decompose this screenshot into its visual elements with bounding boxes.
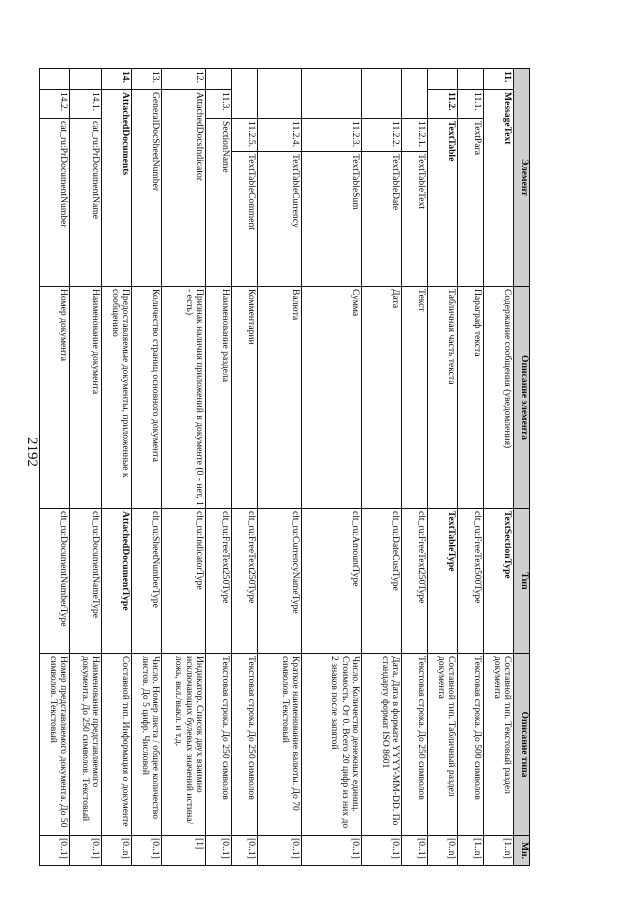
multiplicity: [0..1]: [362, 836, 402, 866]
table-row: [206, 69, 232, 866]
indent-cell: [232, 69, 258, 119]
element-description: Сумма: [302, 287, 362, 509]
multiplicity: [0..n]: [102, 836, 132, 866]
table-row: [102, 69, 132, 866]
element-name: MessageText: [484, 90, 514, 287]
type-description: Текстовая строка. До 250 символов: [232, 654, 258, 836]
row-number: 11.: [484, 69, 514, 90]
row-number: 11.2.4.: [258, 119, 302, 152]
element-name: AttachedDocuments: [102, 90, 132, 287]
table-row: [484, 69, 514, 866]
table-row: [402, 69, 428, 866]
header-element: Элемент: [514, 69, 530, 287]
element-name: TextTableSum: [302, 152, 362, 287]
type-name: TextTableType: [428, 509, 458, 654]
element-name: GeneralDocSheetNumber: [132, 90, 162, 287]
table-row: [162, 69, 206, 866]
indent-cell: [70, 69, 102, 90]
row-number: 11.2.3.: [302, 119, 362, 152]
element-description: Табличная часть текста: [428, 287, 458, 509]
element-name: TextTableCurrency: [258, 152, 302, 287]
type-name: clt_ru:AmountType: [302, 509, 362, 654]
type-name: clt_ru:DocumentNumberType: [40, 509, 70, 654]
element-description: Количество страниц основного документа: [132, 287, 162, 509]
element-name: cat_ru:PrDocumentName: [70, 119, 102, 287]
type-description: Индикатор. Список двух взаимно исключающих булевых значений истина/ложь, вкл./выкл. и т.д.: [162, 654, 206, 836]
row-number: 14.1.: [70, 90, 102, 119]
type-name: clt_ru:CurrencyNameType: [258, 509, 302, 654]
element-description: Дата: [362, 287, 402, 509]
table-row: [70, 69, 102, 866]
table-row: [40, 69, 70, 866]
type-description: Наименование представляемого документа. До 250 символов. Текстовый: [70, 654, 102, 836]
indent-cell: [40, 69, 70, 90]
type-description: Число. Номер листа / общее количество листов. До 5 цифр. Числовой: [132, 654, 162, 836]
table-row: [428, 69, 458, 866]
multiplicity: [0..1]: [258, 836, 302, 866]
type-name: AttachedDocumentType: [102, 509, 132, 654]
indent-cell: [258, 69, 302, 119]
multiplicity: [0..1]: [70, 836, 102, 866]
element-description: Параграф текста: [458, 287, 484, 509]
element-name: cat_ru:PrDocumentNumber: [40, 119, 70, 287]
element-description: Наименование документа: [70, 287, 102, 509]
element-description: Предоставляемые документы, приложенные к сообщению: [102, 287, 132, 509]
element-description: Текст: [402, 287, 428, 509]
type-description: Номер представляемого документа. До 50 символов. Текстовый: [40, 654, 70, 836]
multiplicity: [0..1]: [132, 836, 162, 866]
element-name: TextPara: [458, 119, 484, 287]
element-name: TextTableComment: [232, 152, 258, 287]
multiplicity: [1..n]: [458, 836, 484, 866]
multiplicity: [1..n]: [484, 836, 514, 866]
element-description: Номер документа: [40, 287, 70, 509]
row-number: 11.2.5.: [232, 119, 258, 152]
multiplicity: [0..1]: [302, 836, 362, 866]
multiplicity: [0..n]: [428, 836, 458, 866]
indent-cell: [402, 69, 428, 119]
type-name: TextSectionType: [484, 509, 514, 654]
type-name: clt_ru:FreeText250Type: [206, 509, 232, 654]
element-name: AttachedDocsIndicator: [162, 90, 206, 287]
type-name: clt_ru:DateCustType: [362, 509, 402, 654]
row-number: 11.3.: [206, 90, 232, 119]
element-description: Признак наличия приложений в документе (0 - нет, 1 - есть): [162, 287, 206, 509]
header-type-description: Описание типа: [514, 654, 530, 836]
table-header-row: [514, 69, 530, 866]
table-row: [362, 69, 402, 866]
row-number: 11.2.1.: [402, 119, 428, 152]
type-description: Составной тип. Табличный раздел документа: [428, 654, 458, 836]
row-number: 12.: [162, 69, 206, 90]
page-number: 2192: [24, 437, 40, 467]
multiplicity: [0..1]: [40, 836, 70, 866]
indent-cell: [362, 69, 402, 119]
element-name: SectionName: [206, 119, 232, 287]
indent-cell: [206, 69, 232, 90]
spec-table: [39, 68, 530, 866]
element-name: TextTableDate: [362, 152, 402, 287]
type-description: Текстовая строка. До 500 символов: [458, 654, 484, 836]
indent-cell: [302, 69, 362, 119]
multiplicity: [0..1]: [206, 836, 232, 866]
row-number: 11.1.: [458, 90, 484, 119]
row-number: 13.: [132, 69, 162, 90]
type-name: clt_ru:FreeText500Type: [458, 509, 484, 654]
table-row: [132, 69, 162, 866]
type-name: clt_ru:DocumentNameType: [70, 509, 102, 654]
header-type: Тип: [514, 509, 530, 654]
multiplicity: [1]: [162, 836, 206, 866]
type-description: Текстовая строка. До 250 символов: [206, 654, 232, 836]
table-row: [458, 69, 484, 866]
row-number: 11.2.: [428, 90, 458, 119]
element-name: TextTable: [428, 119, 458, 287]
table-row: [258, 69, 302, 866]
row-number: 11.2.2.: [362, 119, 402, 152]
type-description: Составной тип. Текстовый раздел документа: [484, 654, 514, 836]
type-description: Краткое наименование валюты. До 70 символов. Текстовый: [258, 654, 302, 836]
table-row: [232, 69, 258, 866]
type-description: Число. Количество денежных единиц. Стоимость. От 0. Всего 20 цифр из них до 2 знаков после запятой: [302, 654, 362, 836]
row-number: 14.: [102, 69, 132, 90]
type-name: clt_ru:SheetNumberType: [132, 509, 162, 654]
indent-cell: [428, 69, 458, 90]
type-name: clt_ru:IndicatorType: [162, 509, 206, 654]
type-description: Текстовая строка. До 250 символов: [402, 654, 428, 836]
header-multiplicity: Мн.: [514, 836, 530, 866]
table-row: [302, 69, 362, 866]
row-number: 14.2.: [40, 90, 70, 119]
multiplicity: [0..1]: [402, 836, 428, 866]
element-description: Наименование раздела: [206, 287, 232, 509]
element-description: Комментарии: [232, 287, 258, 509]
indent-cell: [458, 69, 484, 90]
spec-table-container: [47, 68, 530, 865]
multiplicity: [0..1]: [232, 836, 258, 866]
type-name: clt_ru:FreeText250Type: [402, 509, 428, 654]
header-element-description: Описание элемента: [514, 287, 530, 509]
element-description: Содержание сообщения (уведомления): [484, 287, 514, 509]
element-name: TextTableText: [402, 152, 428, 287]
rotated-page-content: [47, 68, 530, 865]
element-description: Валюта: [258, 287, 302, 509]
type-name: clt_ru:FreeText250Type: [232, 509, 258, 654]
type-description: Составной тип. Информация о документе: [102, 654, 132, 836]
type-description: Дата. Дата в формате YYYY-MM-DD. По стандарту формат ISO 8601: [362, 654, 402, 836]
